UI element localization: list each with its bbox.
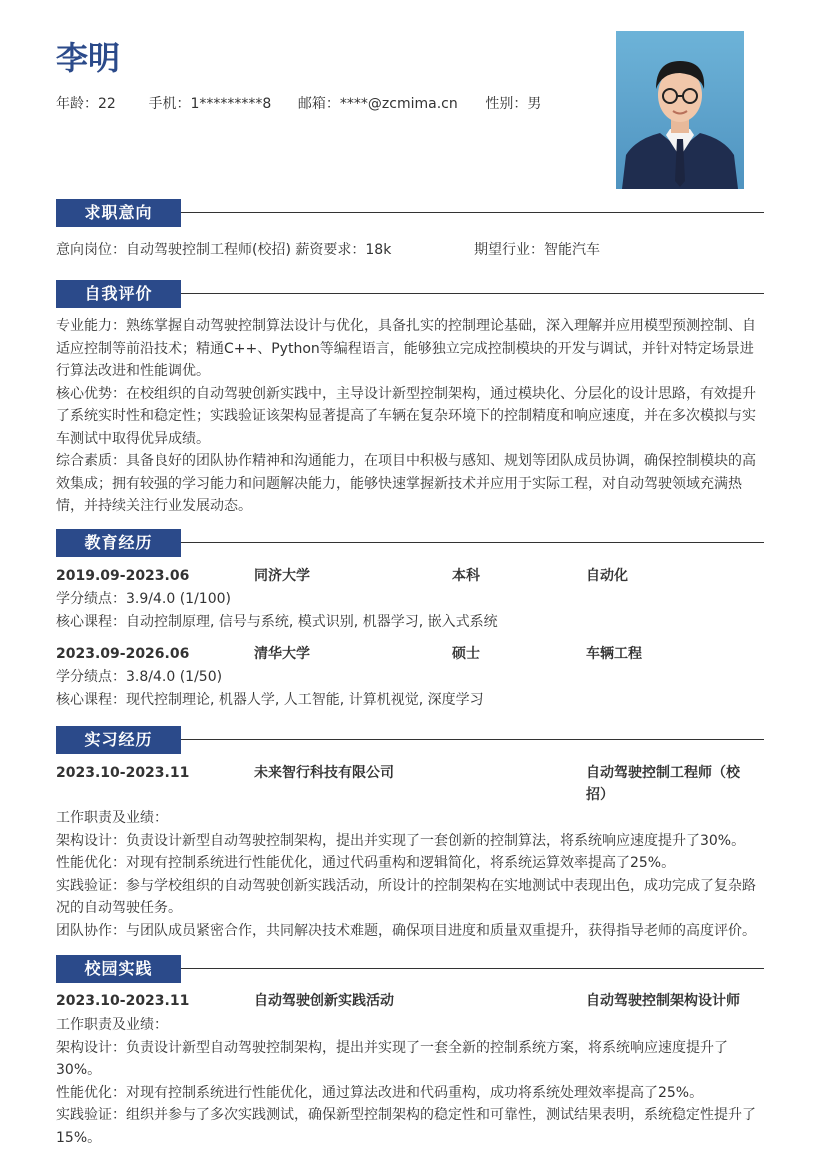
portrait-image <box>616 31 744 189</box>
internship-date: 2023.10-2023.11 <box>56 765 190 781</box>
campus-date: 2023.10-2023.11 <box>56 993 190 1009</box>
internship-paragraph: 架构设计：负责设计新型自动驾驶控制架构，提出并实现了一套创新的控制算法，将系统响应速度提升了30%。 <box>56 832 746 849</box>
self-evaluation <box>56 315 764 518</box>
candidate-name: 李明 <box>56 39 121 77</box>
intent-salary: 薪资要求：18k <box>295 242 392 258</box>
education-degree: 硕士 <box>452 646 480 662</box>
gender-text: 性别：男 <box>485 96 542 112</box>
internship-details <box>56 807 764 942</box>
section-title: 实习经历 <box>56 726 181 754</box>
basic-info <box>56 93 541 115</box>
internship-row <box>56 762 764 806</box>
section-divider <box>181 293 764 294</box>
section-header-internship <box>56 726 764 754</box>
education-major: 车辆工程 <box>586 646 642 662</box>
education-school: 同济大学 <box>254 568 310 584</box>
self-paragraph: 综合素质：具备良好的团队协作精神和沟通能力，在项目中积极与感知、规划等团队成员协调，确保控制模块的高效集成；拥有较强的学习能力和问题解决能力，能够快速掌握新技术并应用于实际工程，对自动驾驶领域充满热情，并持续关注行业发展动态。 <box>56 453 756 514</box>
age-text: 年龄：22 <box>56 96 116 112</box>
intent-position: 意向岗位：自动驾驶控制工程师(校招) <box>56 242 291 258</box>
section-title: 自我评价 <box>56 280 181 308</box>
campus-activity: 自动驾驶创新实践活动 <box>254 993 394 1009</box>
section-header-intent <box>56 199 764 227</box>
education-gpa: 学分绩点：3.8/4.0 (1/50) <box>56 669 223 685</box>
education-date: 2019.09-2023.06 <box>56 568 190 584</box>
internship-paragraph: 团队协作：与团队成员紧密合作，共同解决技术难题，确保项目进度和质量双重提升，获得指导老师的高度评价。 <box>56 922 756 939</box>
campus-details <box>56 1014 764 1149</box>
education-courses: 核心课程：现代控制理论, 机器人学, 人工智能, 计算机视觉, 深度学习 <box>56 691 484 708</box>
internship-label: 工作职责及业绩： <box>56 810 168 826</box>
section-title: 校园实践 <box>56 955 181 983</box>
internship-role: 自动驾驶控制工程师（校招） <box>586 765 740 803</box>
education-courses: 核心课程：自动控制原理, 信号与系统, 模式识别, 机器学习, 嵌入式系统 <box>56 613 498 630</box>
campus-paragraph: 架构设计：负责设计新型自动驾驶控制架构，提出并实现了一套全新的控制系统方案，将系统响应速度提升了30%。 <box>56 1039 728 1078</box>
email-text: 邮箱：****@zcmima.cn <box>297 96 458 112</box>
self-paragraph: 专业能力：熟练掌握自动驾驶控制算法设计与优化，具备扎实的控制理论基础，深入理解并应用模型预测控制、自适应控制等前沿技术；精通C++、Python等编程语言，能够独立完成控制模块的开发与调试，并针对特定场景进行算法改进和性能调优。 <box>56 318 756 379</box>
section-divider <box>181 739 764 740</box>
internship-paragraph: 实践验证：参与学校组织的自动驾驶创新实践活动，所设计的控制架构在实地测试中表现出色，成功完成了复杂路况的自动驾驶任务。 <box>56 877 756 916</box>
section-title: 教育经历 <box>56 529 181 557</box>
education-school: 清华大学 <box>254 646 310 662</box>
section-header-self <box>56 280 764 308</box>
section-divider <box>181 212 764 213</box>
campus-role: 自动驾驶控制架构设计师 <box>586 993 740 1009</box>
internship-company: 未来智行科技有限公司 <box>254 765 394 781</box>
intent-industry: 期望行业：智能汽车 <box>474 242 600 258</box>
section-divider <box>181 542 764 543</box>
intent-row <box>56 239 764 262</box>
section-divider <box>181 968 764 969</box>
education-details <box>56 588 764 633</box>
self-paragraph: 核心优势：在校组织的自动驾驶创新实践中，主导设计新型控制架构，通过模块化、分层化的设计思路，有效提升了系统实时性和稳定性；实践验证该架构显著提高了车辆在复杂环境下的控制精度和响应速度，并在多次模拟与实车测试中取得优异成绩。 <box>56 385 756 447</box>
education-gpa: 学分绩点：3.9/4.0 (1/100) <box>56 591 231 607</box>
education-major: 自动化 <box>586 568 628 584</box>
section-title: 求职意向 <box>56 199 181 227</box>
section-header-campus <box>56 955 764 983</box>
education-details <box>56 666 764 711</box>
campus-label: 工作职责及业绩： <box>56 1017 168 1033</box>
profile-photo <box>616 31 744 189</box>
phone-text: 手机：1*********8 <box>148 96 272 112</box>
internship-paragraph: 性能优化：对现有控制系统进行性能优化，通过代码重构和逻辑简化，将系统运算效率提高了25%。 <box>56 855 676 871</box>
education-degree: 本科 <box>452 568 480 584</box>
campus-paragraph: 实践验证：组织并参与了多次实践测试，确保新型控制架构的稳定性和可靠性，测试结果表明，系统稳定性提升了15%。 <box>56 1107 756 1146</box>
section-header-education <box>56 529 764 557</box>
campus-paragraph: 性能优化：对现有控制系统进行性能优化，通过算法改进和代码重构，成功将系统处理效率提高了25%。 <box>56 1084 704 1101</box>
education-date: 2023.09-2026.06 <box>56 646 190 662</box>
